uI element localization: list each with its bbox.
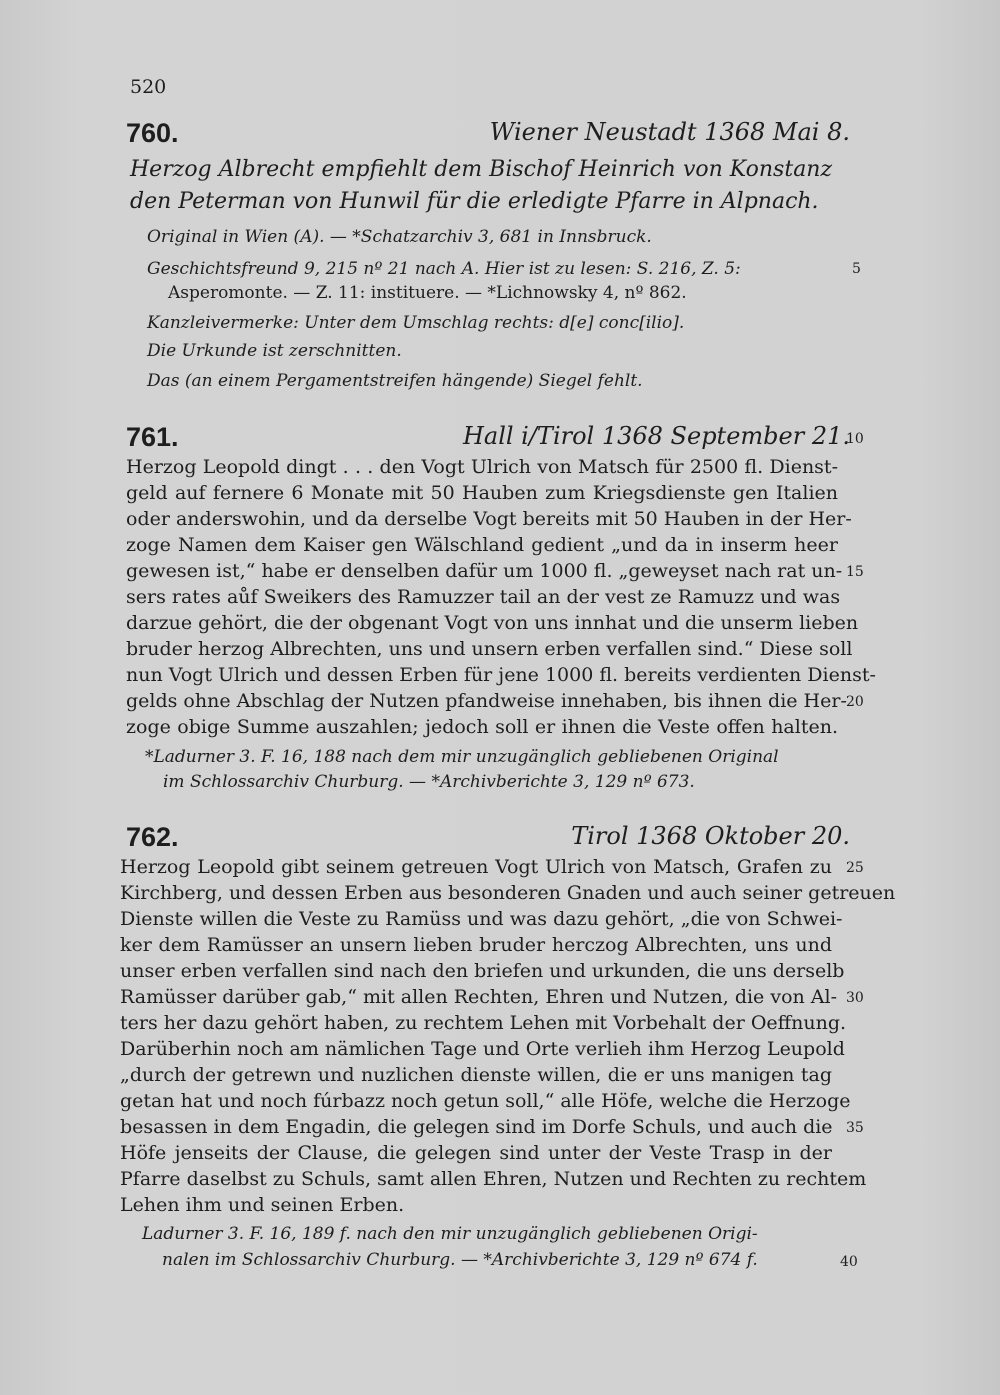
- body-line: gewesen ist,“ habe er denselben dafür um 1000 fl. „geweyset nach rat un-: [126, 560, 843, 582]
- margin-line-number: 25: [846, 860, 864, 876]
- entry-summary-line: Herzog Albrecht empfiehlt dem Bischof Heinrich von Konstanz: [130, 157, 833, 182]
- body-line: darzue gehört, die der obgenant Vogt von uns innhat und die unserm lieben: [126, 612, 859, 634]
- body-line: nun Vogt Ulrich und dessen Erben für jene 1000 fl. bereits verdienten Dienst-: [126, 664, 876, 686]
- page-number: 520: [130, 76, 167, 98]
- entry-number: 761.: [126, 422, 179, 452]
- body-line: Herzog Leopold gibt seinem getreuen Vogt Ulrich von Matsch, Grafen zu: [120, 856, 832, 878]
- body-line: Lehen ihm und seinen Erben.: [120, 1194, 405, 1216]
- body-line: besassen in dem Engadin, die gelegen sind im Dorfe Schuls, und auch die: [120, 1116, 833, 1138]
- margin-line-number: 15: [846, 564, 864, 580]
- source-note-line: Geschichtsfreund 9, 215 nº 21 nach A. Hier ist zu lesen: S. 216, Z. 5:: [147, 259, 741, 279]
- entry-760-header: [126, 118, 850, 158]
- margin-line-number: 5: [852, 261, 861, 277]
- source-note-line: nalen im Schlossarchiv Churburg. — *Archivberichte 3, 129 nº 674 f.: [162, 1250, 758, 1270]
- body-line: Dienste willen die Veste zu Ramüss und was dazu gehört, „die von Schwei-: [120, 908, 843, 930]
- body-line: Pfarre daselbst zu Schuls, samt allen Ehren, Nutzen und Rechten zu rechtem: [120, 1168, 867, 1190]
- entry-number: 762.: [126, 822, 179, 852]
- entry-place-date: Hall i/Tirol 1368 September 21.: [462, 422, 850, 450]
- body-line: Höfe jenseits der Clause, die gelegen sind unter der Veste Trasp in der: [120, 1142, 832, 1164]
- entry-place-date: Wiener Neustadt 1368 Mai 8.: [489, 118, 850, 146]
- entry-place-date: Tirol 1368 Oktober 20.: [571, 822, 850, 850]
- source-note-line: Ladurner 3. F. 16, 189 f. nach den mir unzugänglich gebliebenen Origi-: [142, 1224, 758, 1244]
- entry-number: 760.: [126, 118, 179, 148]
- body-line: „durch der getrewn und nuzlichen dienste willen, die er uns manigen tag: [120, 1064, 832, 1086]
- body-line: sers rates aůf Sweikers des Ramuzzer tail an der vest ze Ramuzz und was: [126, 586, 841, 608]
- source-note-line: Kanzleivermerke: Unter dem Umschlag rechts: d[e] conc[ilio].: [147, 313, 685, 333]
- body-line: Darüberhin noch am nämlichen Tage und Orte verlieh ihm Herzog Leupold: [120, 1038, 845, 1060]
- body-line: geld auf fernere 6 Monate mit 50 Hauben zum Kriegsdienste gen Italien: [126, 482, 838, 504]
- source-note-line: *Ladurner 3. F. 16, 188 nach dem mir unzugänglich gebliebenen Original: [145, 747, 779, 767]
- margin-line-number: 35: [846, 1120, 864, 1136]
- margin-line-number: 10: [846, 431, 864, 447]
- body-line: Ramüsser darüber gab,“ mit allen Rechten, Ehren und Nutzen, die von Al-: [120, 986, 838, 1008]
- margin-line-number: 20: [846, 694, 864, 710]
- body-line: ker dem Ramüsser an unsern lieben bruder herczog Albrechten, uns und: [120, 934, 832, 956]
- margin-line-number: 30: [846, 990, 864, 1006]
- body-line: unser erben verfallen sind nach den briefen und urkunden, die uns derselb: [120, 960, 845, 982]
- body-line: getan hat und noch fúrbazz noch getun soll,“ alle Höfe, welche die Herzoge: [120, 1090, 851, 1112]
- body-line: Kirchberg, und dessen Erben aus besonderen Gnaden und auch seiner getreuen: [120, 882, 896, 904]
- body-line: Herzog Leopold dingt . . . den Vogt Ulrich von Matsch für 2500 fl. Dienst-: [126, 456, 838, 478]
- source-note-line: Das (an einem Pergamentstreifen hängende) Siegel fehlt.: [147, 371, 643, 391]
- source-note-line: im Schlossarchiv Churburg. — *Archivberichte 3, 129 nº 673.: [163, 772, 695, 792]
- entry-summary-line: den Peterman von Hunwil für die erledigte Pfarre in Alpnach.: [130, 189, 819, 214]
- margin-line-number: 40: [840, 1254, 858, 1270]
- body-line: gelds ohne Abschlag der Nutzen pfandweise innehaben, bis ihnen die Her-: [126, 690, 847, 712]
- body-line: bruder herzog Albrechten, uns und unsern erben verfallen sind.“ Diese soll: [126, 638, 853, 660]
- body-line: zoge obige Summe auszahlen; jedoch soll er ihnen die Veste offen halten.: [126, 716, 838, 738]
- source-note-line: Original in Wien (A). — *Schatzarchiv 3, 681 in Innsbruck.: [147, 227, 652, 247]
- source-note-line: Die Urkunde ist zerschnitten.: [147, 341, 402, 361]
- body-line: ters her dazu gehört haben, zu rechtem Lehen mit Vorbehalt der Oeffnung.: [120, 1012, 847, 1034]
- source-note-line: Asperomonte. — Z. 11: instituere. — *Lichnowsky 4, nº 862.: [168, 283, 687, 303]
- body-line: oder anderswohin, und da derselbe Vogt bereits mit 50 Hauben in der Her-: [126, 508, 852, 530]
- body-line: zoge Namen dem Kaiser gen Wälschland gedient „und da in inserm heer: [126, 534, 838, 556]
